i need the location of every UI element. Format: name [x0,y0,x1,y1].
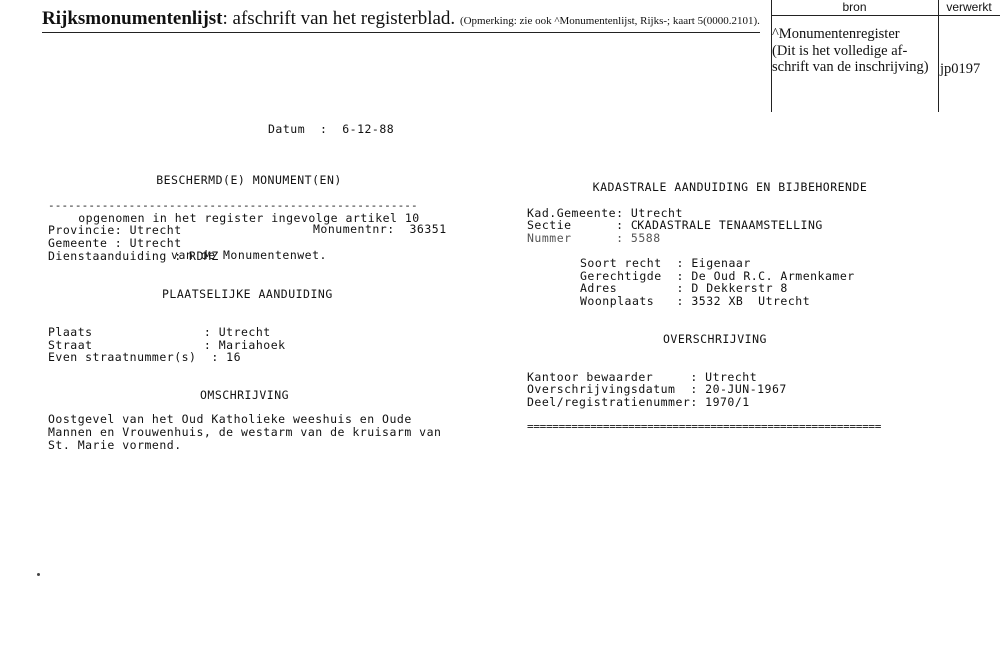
document-title [42,8,760,30]
box-header-line [771,15,1000,16]
woonplaats-line: Woonplaats : 3532 XB Utrecht [580,294,811,308]
title-rest: : afschrift van het registerblad. [222,8,456,29]
monumentnr-line: Monumentnr: 36351 [313,222,447,236]
nummer-line: Nummer : 5588 [527,231,661,245]
adres-line: Adres : D Dekkerstr 8 [580,281,788,295]
plaatselijke-heading: PLAATSELIJKE AANDUIDING [162,287,333,301]
title-note: (Opmerking: zie ook ^Monumentenlijst, Rijks-; kaart 5(0000.2101). [459,15,760,27]
verwerkt-header: verwerkt [946,0,992,14]
dienst-line: Dienstaanduiding : RDMZ [48,249,219,263]
bron-line: schrift van de inschrijving) [772,59,929,75]
provincie-line: Provincie: Utrecht [48,223,182,237]
kantoor-line: Kantoor bewaarder : Utrecht [527,370,758,384]
heading-line: opgenomen in het register ingevolge artikel 10 [78,210,420,225]
straat-line: Straat : Mariahoek [48,338,286,352]
even-line: Even straatnummer(s) : 16 [48,350,242,364]
header-rule [42,32,760,33]
dash-rule: ------------------------------------------------------- [48,199,418,212]
verwerkt-value: jp0197 [940,61,981,77]
equals-rule: ======================================================== [527,420,882,433]
kad-gemeente-line: Kad.Gemeente: Utrecht [527,206,683,220]
heading-line: BESCHERMD(E) MONUMENT(EN) [156,173,342,187]
omschrijving-line: St. Marie vormend. [48,438,182,452]
gerechtigde-line: Gerechtigde : De Oud R.C. Armenkamer [580,269,855,283]
heading-line: van de Monumentenwet. [171,248,327,262]
gemeente-line: Gemeente : Utrecht [48,236,182,250]
heading-line: KADASTRALE AANDUIDING EN BIJBEHORENDE [592,180,868,194]
bron-line: (Dit is het volledige af- [772,42,908,59]
overschrijvingsdatum-line: Overschrijvingsdatum : 20-JUN-1967 [527,382,787,396]
bron-header: bron [842,0,867,14]
omschrijving-line: Oostgevel van het Oud Katholieke weeshuis en Oude [48,412,412,426]
heading-line: KADASTRALE TENAAMSTELLING [637,217,823,232]
bron-line: ^Monumentenregister [772,26,900,42]
datum-line: Datum : 6-12-88 [268,122,395,136]
deel-line: Deel/registratienummer: 1970/1 [527,395,750,409]
source-box [771,0,1000,112]
title-bold: Rijksmonumentenlijst [42,8,223,29]
plaats-line: Plaats : Utrecht [48,325,271,339]
omschrijving-line: Mannen en Vrouwenhuis, de westarm van de kruisarm van [48,425,442,439]
soort-line: Soort recht : Eigenaar [580,256,751,270]
overschrijving-heading: OVERSCHRIJVING [663,332,767,346]
speck-dot [37,573,40,576]
box-mid-line [938,0,939,112]
omschrijving-heading: OMSCHRIJVING [200,388,290,402]
bron-text [772,26,938,76]
sectie-line: Sectie : C [527,218,639,232]
